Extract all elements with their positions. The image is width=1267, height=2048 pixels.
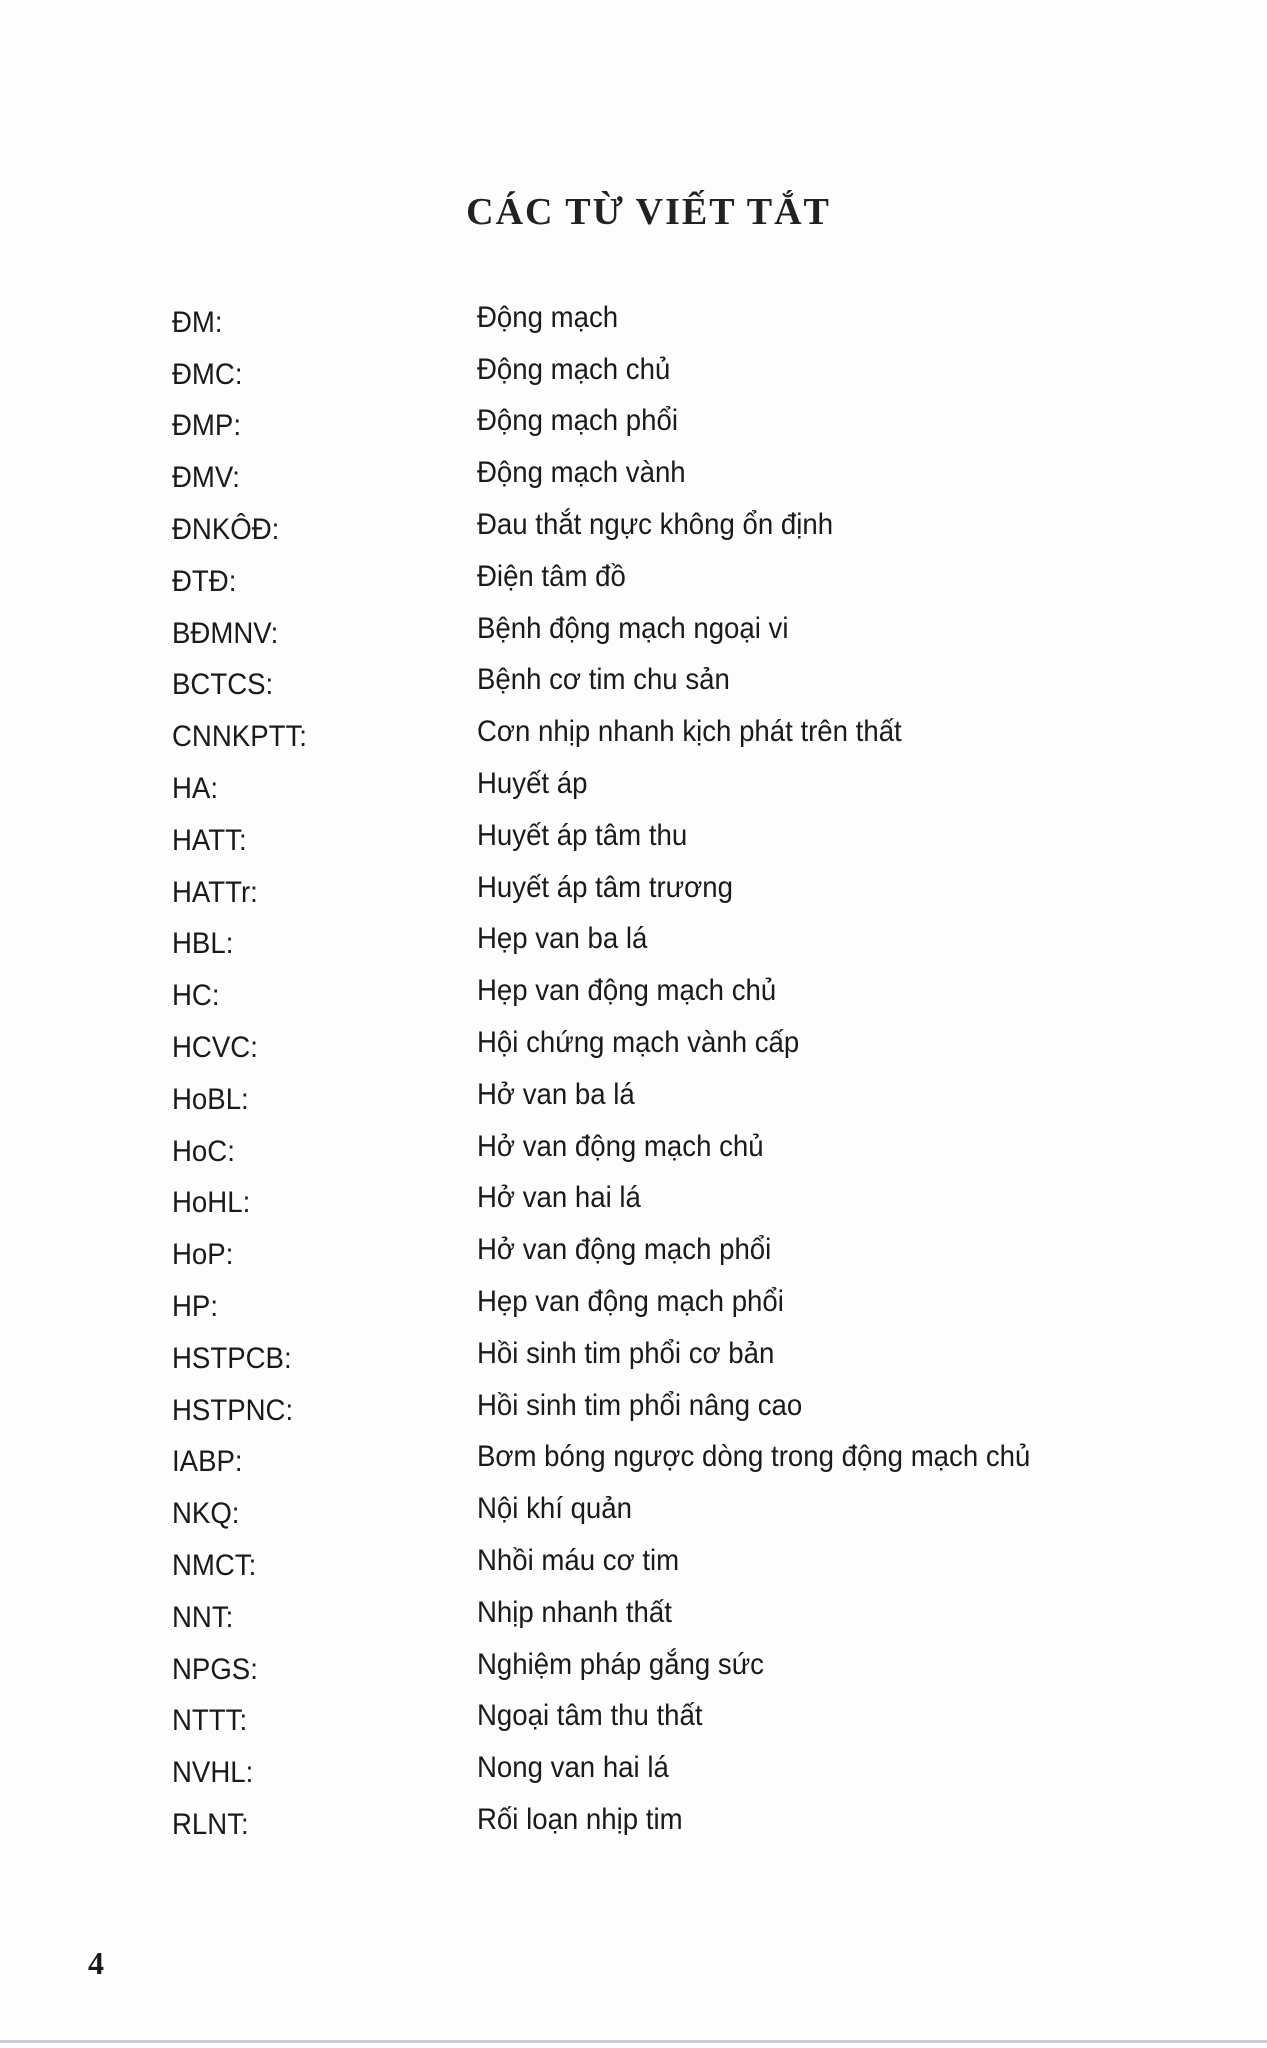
- abbreviation: IABP:: [172, 1445, 243, 1479]
- abbreviation: ĐTĐ:: [172, 564, 237, 598]
- abbreviation: RLNT:: [172, 1808, 249, 1841]
- list-item: [172, 1587, 1172, 1639]
- list-item: [172, 292, 1172, 344]
- list-item: [172, 447, 1172, 499]
- abbreviation-meaning: Hở van hai lá: [477, 1181, 641, 1215]
- abbreviation: HSTPNC:: [172, 1393, 294, 1427]
- list-item: [172, 551, 1172, 603]
- abbreviation: ĐNKÔĐ:: [172, 513, 280, 547]
- abbreviation: ĐMV:: [172, 461, 240, 495]
- page-edge-divider: [0, 2040, 1267, 2043]
- abbreviation-meaning: Hở van động mạch phổi: [477, 1233, 772, 1267]
- abbreviation: HATTr:: [172, 875, 258, 909]
- abbreviation-meaning: Bệnh động mạch ngoại vi: [477, 611, 789, 645]
- abbreviation: BĐMNV:: [172, 616, 279, 650]
- list-item: [172, 1069, 1172, 1121]
- abbreviation: HATT:: [172, 823, 247, 857]
- list-item: [172, 706, 1172, 758]
- list-item: [172, 655, 1172, 707]
- abbreviation: BCTCS:: [172, 668, 274, 702]
- abbreviation-meaning: Hẹp van động mạch phổi: [477, 1285, 784, 1319]
- page-title: CÁC TỪ VIẾT TẮT: [466, 191, 831, 233]
- abbreviation: NNT:: [172, 1600, 234, 1634]
- list-item: [172, 862, 1172, 914]
- abbreviation-meaning: Hẹp van ba lá: [477, 922, 648, 956]
- list-item: [172, 1483, 1172, 1535]
- abbreviation: HA:: [172, 772, 219, 806]
- abbreviation: ĐMP:: [172, 409, 241, 443]
- abbreviation-meaning: Rối loạn nhịp tim: [477, 1803, 683, 1836]
- abbreviation-meaning: Hồi sinh tim phổi cơ bản: [477, 1336, 775, 1370]
- list-item: [172, 810, 1172, 862]
- list-item: [172, 1794, 1172, 1846]
- abbreviation-meaning: Bệnh cơ tim chu sản: [477, 663, 730, 697]
- list-item: [172, 1432, 1172, 1484]
- abbreviation: NKQ:: [172, 1497, 240, 1531]
- abbreviation: HBL:: [172, 927, 234, 961]
- abbreviation: HoC:: [172, 1134, 235, 1168]
- list-item: [172, 1121, 1172, 1173]
- abbreviation-meaning: Hở van động mạch chủ: [477, 1129, 764, 1163]
- abbreviation-meaning: Nong van hai lá: [477, 1751, 669, 1785]
- abbreviation: HoBL:: [172, 1082, 249, 1116]
- abbreviation-meaning: Hội chứng mạch vành cấp: [477, 1026, 800, 1060]
- abbreviation: NTTT:: [172, 1704, 248, 1738]
- list-item: [172, 1276, 1172, 1328]
- list-item: [172, 1173, 1172, 1225]
- abbreviation-meaning: Huyết áp tâm trương: [477, 870, 733, 904]
- abbreviation: HCVC:: [172, 1031, 258, 1065]
- abbreviation-meaning: Cơn nhịp nhanh kịch phát trên thất: [477, 715, 902, 749]
- abbreviation-meaning: Nhịp nhanh thất: [477, 1595, 672, 1629]
- abbreviation-meaning: Hồi sinh tim phổi nâng cao: [477, 1388, 803, 1422]
- list-item: [172, 1224, 1172, 1276]
- abbreviation: HoHL:: [172, 1186, 251, 1220]
- list-item: [172, 1535, 1172, 1587]
- list-item: [172, 1691, 1172, 1743]
- list-item: [172, 1742, 1172, 1794]
- abbreviation-meaning: Nghiệm pháp gắng sức: [477, 1647, 764, 1681]
- page-number: 4: [88, 1945, 104, 1981]
- list-item: [172, 1639, 1172, 1691]
- list-item: [172, 603, 1172, 655]
- abbreviation-meaning: Nội khí quản: [477, 1492, 632, 1526]
- abbreviation-meaning: Huyết áp tâm thu: [477, 818, 688, 852]
- abbreviation-meaning: Động mạch vành: [477, 456, 686, 490]
- abbreviation: NPGS:: [172, 1652, 258, 1686]
- abbreviation: HSTPCB:: [172, 1341, 292, 1375]
- list-item: [172, 914, 1172, 966]
- list-item: [172, 1328, 1172, 1380]
- list-item: [172, 396, 1172, 448]
- list-item: [172, 1380, 1172, 1432]
- abbreviation: HoP:: [172, 1238, 234, 1272]
- abbreviation-meaning: Động mạch phổi: [477, 404, 678, 438]
- list-item: [172, 499, 1172, 551]
- list-item: [172, 344, 1172, 396]
- abbreviation: ĐMC:: [172, 357, 243, 391]
- abbreviation: HC:: [172, 979, 220, 1013]
- abbreviation: HP:: [172, 1290, 219, 1324]
- abbreviation: NVHL:: [172, 1756, 254, 1790]
- abbreviation-meaning: Hở van ba lá: [477, 1077, 635, 1111]
- list-item: [172, 758, 1172, 810]
- abbreviation: ĐM:: [172, 305, 223, 339]
- abbreviation-meaning: Động mạch chủ: [477, 352, 671, 386]
- abbreviation-meaning: Điện tâm đồ: [477, 559, 626, 593]
- abbreviation: CNNKPTT:: [172, 720, 307, 754]
- abbreviation-meaning: Động mạch: [477, 300, 619, 334]
- abbreviation-meaning: Ngoại tâm thu thất: [477, 1699, 703, 1733]
- abbreviation-meaning: Bơm bóng ngược dòng trong động mạch chủ: [477, 1440, 1031, 1474]
- abbreviation-meaning: Hẹp van động mạch chủ: [477, 974, 777, 1008]
- abbreviation-list: [172, 292, 1172, 1846]
- abbreviation-meaning: Đau thắt ngực không ổn định: [477, 508, 834, 542]
- abbreviation-meaning: Huyết áp: [477, 767, 588, 801]
- abbreviation-meaning: Nhồi máu cơ tim: [477, 1544, 680, 1578]
- abbreviation: NMCT:: [172, 1549, 257, 1583]
- list-item: [172, 1017, 1172, 1069]
- list-item: [172, 965, 1172, 1017]
